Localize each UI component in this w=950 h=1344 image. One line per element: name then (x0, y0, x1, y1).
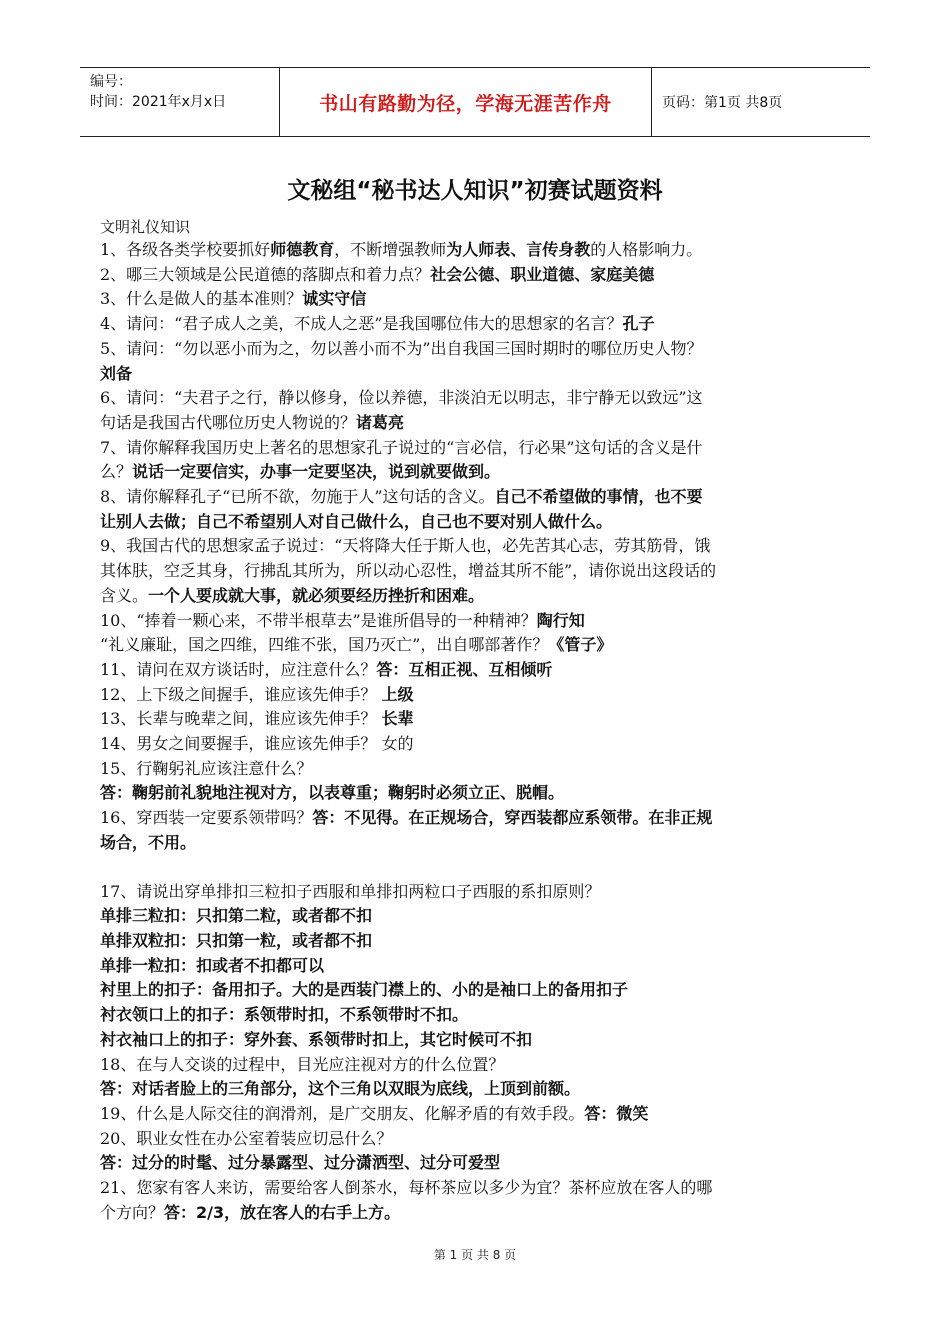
text-line (100, 386, 850, 411)
bold-text: 陶行知 (536, 610, 585, 630)
page-footer: 第 1 页 共 8 页 (433, 1248, 517, 1262)
text-line (100, 362, 850, 387)
document-header (80, 67, 870, 137)
bold-text: 答：对话者脸上的三角部分，这个三角以双眼为底线，上顶到前额。 (100, 1079, 581, 1099)
text-line (100, 460, 850, 485)
normal-text: 8、请你解释孔子“已所不欲，勿施于人”这句话的含义。 (100, 487, 495, 507)
normal-text: 21、您家有客人来访，需要给客人倒茶水，每杯茶应以多少为宜？茶杯应放在客人的哪 (100, 1178, 713, 1198)
text-line (100, 584, 850, 609)
text-line (100, 633, 850, 658)
normal-text: 个方向？ (100, 1202, 165, 1222)
bold-text: 单排三粒扣：只扣第二粒，或者都不扣 (100, 906, 373, 926)
normal-text: 4、请问：“君子成人之美，不成人之恶”是我国哪位伟大的思想家的名言？ (100, 314, 623, 334)
normal-text: 13、长辈与晚辈之间，谁应该先伸手？ (100, 709, 382, 729)
text-line (100, 954, 850, 979)
bold-text: 答：互相正视、互相倾听 (376, 659, 553, 679)
normal-text: 14、男女之间要握手，谁应该先伸手？ 女的 (100, 734, 414, 754)
bold-text: 答：鞠躬前礼貌地注视对方，以表尊重；鞠躬时必须立正、脱帽。 (100, 783, 565, 803)
time-label: 时间：2021年x月x日 (90, 94, 227, 110)
bold-text: 为人师表、言传身教 (446, 240, 591, 259)
text-line (100, 1151, 850, 1176)
text-line (100, 1077, 850, 1102)
normal-text: 么？ (100, 462, 133, 482)
text-line (100, 707, 850, 732)
bold-text: 《管子》 (548, 635, 613, 655)
bold-text: 答：微笑 (584, 1103, 649, 1123)
section-label: 文明礼仪知识 (100, 218, 191, 236)
header-page-info: 页码：第1页 共8页 (662, 95, 783, 111)
text-line (100, 1201, 850, 1226)
normal-text: 9、我国古代的思想家孟子说过：“天将降大任于斯人也，必先苦其心志，劳其筋骨，饿 (100, 536, 711, 556)
bold-text: 诸葛亮 (356, 412, 405, 432)
text-line (100, 732, 850, 757)
normal-text: 的人格影响力。 (590, 240, 703, 259)
number-label: 编号： (90, 74, 132, 90)
text-line (100, 1127, 850, 1152)
text-line (100, 312, 850, 337)
text-line (100, 559, 850, 584)
text-line (100, 683, 850, 708)
bold-text: 衬衣袖口上的扣子：穿外套、系领带时扣上，其它时候可不扣 (100, 1029, 533, 1049)
text-line (100, 337, 850, 362)
text-line (100, 806, 850, 831)
normal-text: 15、行鞠躬礼应该注意什么？ (100, 758, 313, 778)
normal-text: ，不断增强教师 (334, 240, 447, 259)
normal-text: 16、穿西装一定要系领带吗？ (100, 808, 313, 828)
bold-text: 衬里上的扣子：备用扣子。大的是西装门襟上的、小的是袖口上的备用扣子 (100, 980, 629, 1000)
bold-text: 长辈 (381, 709, 414, 729)
text-line (100, 658, 850, 683)
normal-text: 12、上下级之间握手，谁应该先伸手？ (100, 684, 382, 704)
bold-text: 上级 (381, 684, 414, 704)
normal-text: 2、哪三大领域是公民道德的落脚点和着力点？ (100, 264, 431, 284)
normal-text: 3、什么是做人的基本准则？ (100, 289, 303, 309)
bold-text: 一个人要成就大事，就必须要经历挫折和困难。 (148, 585, 485, 605)
normal-text: 17、请说出穿单排扣三粒扣子西服和单排扣两粒口子西服的系扣原则？ (100, 881, 601, 901)
normal-text: “礼义廉耻，国之四维，四维不张，国乃灭亡”，出自哪部著作？ (100, 635, 549, 655)
text-line (100, 1053, 850, 1078)
bold-text: 单排一粒扣：扣或者不扣都可以 (100, 955, 325, 975)
text-line (100, 510, 850, 535)
normal-text: 含义。 (100, 585, 149, 605)
text-line (100, 534, 850, 559)
normal-text: 6、请问：“夫君子之行，静以修身，俭以养德，非淡泊无以明志，非宁静无以致远”这 (100, 388, 703, 408)
bold-text: 社会公德、职业道德、家庭美德 (430, 264, 655, 284)
text-line (100, 1003, 850, 1028)
normal-text: 5、请问：“勿以恶小而为之，勿以善小而不为”出自我国三国时期时的哪位历史人物？ (100, 338, 703, 358)
text-line (100, 880, 850, 905)
text-line (100, 1028, 850, 1053)
bold-text: 答：2/3，放在客人的右手上方。 (164, 1202, 401, 1222)
bold-text: 孔子 (622, 314, 655, 334)
bold-text: 师德教育 (270, 240, 335, 259)
normal-text: 11、请问在双方谈话时，应注意什么？ (100, 659, 377, 679)
bold-text: 场合，不用。 (100, 832, 197, 852)
header-meta (80, 68, 280, 136)
header-motto-cell (280, 68, 652, 136)
bold-text: 答：过分的时髦、过分暴露型、过分潇洒型、过分可爱型 (100, 1153, 501, 1173)
text-line (100, 904, 850, 929)
text-line (100, 436, 850, 461)
normal-text: 20、职业女性在办公室着装应切忌什么？ (100, 1128, 393, 1148)
normal-text: 其体肤，空乏其身，行拂乱其所为，所以动心忍性，增益其所不能”，请你说出这段话的 (100, 561, 717, 581)
normal-text: 7、请你解释我国历史上著名的思想家孔子说过的“言必信，行必果”这句话的含义是什 (100, 437, 703, 457)
bold-text: 让别人去做；自己不希望别人对自己做什么，自己也不要对别人做什么。 (100, 511, 613, 531)
text-line (100, 978, 850, 1003)
text-line (100, 485, 850, 510)
text-line (100, 757, 850, 782)
normal-text: 1、各级各类学校要抓好 (100, 240, 271, 259)
text-line (100, 929, 850, 954)
normal-text: 句话是我国古代哪位历史人物说的？ (100, 412, 357, 432)
normal-text: 18、在与人交谈的过程中，目光应注视对方的什么位置？ (100, 1054, 505, 1074)
bold-text: 刘备 (100, 363, 133, 383)
bold-text: 诚实守信 (302, 289, 367, 309)
text-line (100, 238, 850, 263)
text-line (100, 287, 850, 312)
text-line (100, 781, 850, 806)
normal-text: 10、“捧着一颗心来，不带半根草去”是谁所倡导的一种精神？ (100, 610, 537, 630)
text-line (100, 831, 850, 856)
document-title: 文秘组“秘书达人知识”初赛试题资料 (287, 178, 663, 204)
bold-text: 衬衣领口上的扣子：系领带时扣，不系领带时不扣。 (100, 1005, 469, 1025)
text-line (100, 411, 850, 436)
bold-text: 答：不见得。在正规场合，穿西装都应系领带。在非正规 (312, 808, 713, 828)
bold-text: 单排双粒扣：只扣第一粒，或者都不扣 (100, 930, 373, 950)
bold-text: 自己不希望做的事情，也不要 (494, 487, 703, 507)
bold-text: 说话一定要信实，办事一定要坚决，说到就要做到。 (132, 462, 501, 482)
blank-line (100, 856, 850, 880)
normal-text: 19、什么是人际交往的润滑剂，是广交朋友、化解矛盾的有效手段。 (100, 1103, 585, 1123)
text-line (100, 1102, 850, 1127)
text-line (100, 1176, 850, 1201)
header-motto: 书山有路勤为径，学海无涯苦作舟 (319, 92, 612, 115)
text-line (100, 609, 850, 634)
text-line (100, 263, 850, 288)
qa-lines (100, 238, 850, 1225)
document-body (100, 216, 850, 1225)
